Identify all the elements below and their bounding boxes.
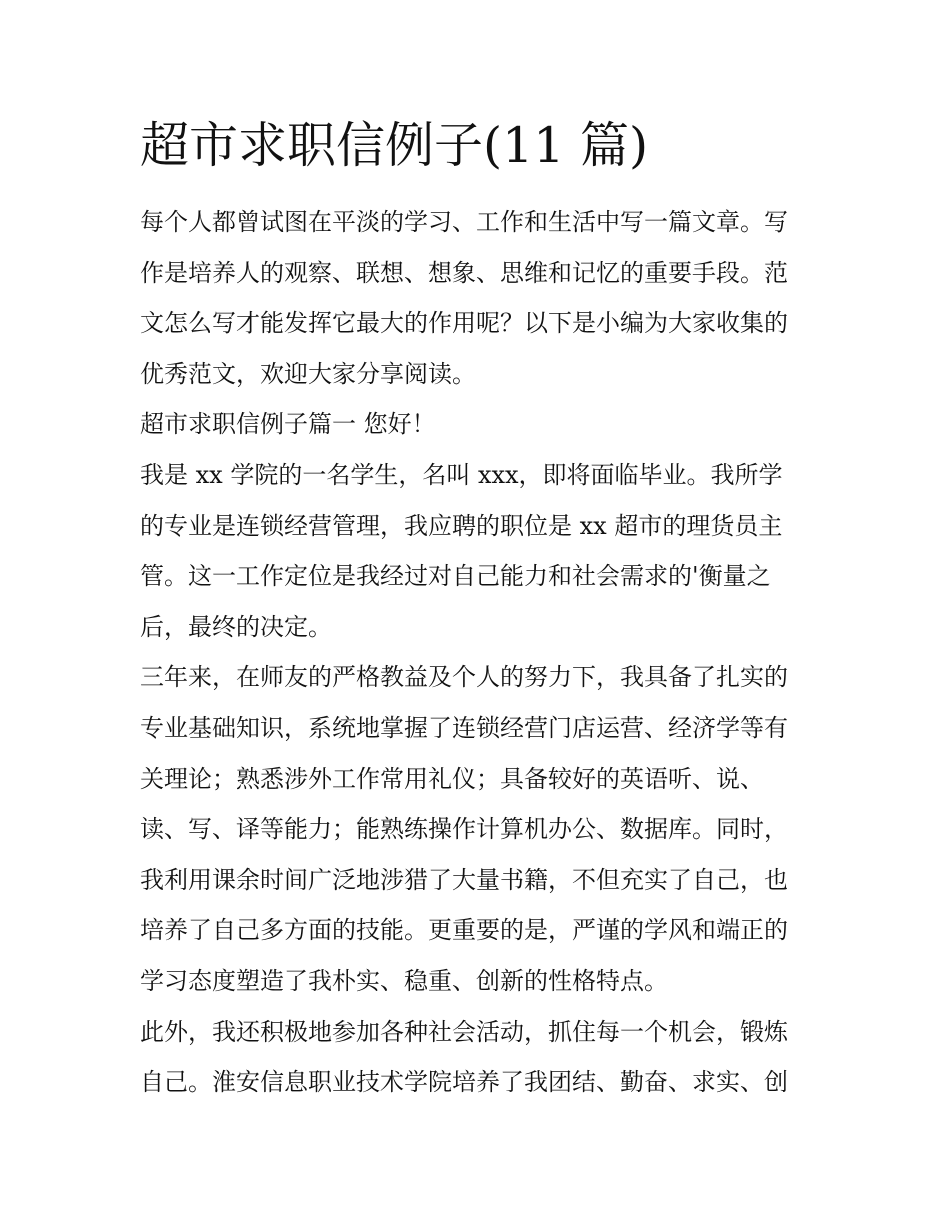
- text-line: 后，最终的决定。: [140, 612, 332, 641]
- text-line: 学习态度塑造了我朴实、稳重、创新的性格特点。: [140, 966, 668, 995]
- text-line: 自己。淮安信息职业技术学院培养了我团结、勤奋、求实、创: [140, 1068, 788, 1097]
- section-heading-line: 超市求职信例子篇一 您好！: [140, 410, 436, 439]
- document-body: [140, 197, 830, 1108]
- paragraph-section-heading: [140, 399, 830, 450]
- text-line: 培养了自己多方面的技能。更重要的是，严谨的学风和端正的: [140, 916, 788, 945]
- paragraph-activities: [140, 1007, 830, 1108]
- text-line: 此外，我还积极地参加各种社会活动，抓住每一个机会，锻炼: [140, 1017, 788, 1046]
- text-line: 关理论；熟悉涉外工作常用礼仪；具备较好的英语听、说、: [140, 764, 764, 793]
- text-line: 读、写、译等能力；能熟练操作计算机办公、数据库。同时，: [140, 815, 788, 844]
- paragraph-intro: [140, 197, 830, 399]
- text-line: 作是培养人的观察、联想、想象、思维和记忆的重要手段。范: [140, 258, 788, 287]
- text-line: 管。这一工作定位是我经过对自己能力和社会需求的'衡量之: [140, 562, 771, 591]
- text-line: 优秀范文，欢迎大家分享阅读。: [140, 359, 476, 388]
- text-line: 的专业是连锁经营管理，我应聘的职位是 xx 超市的理货员主: [140, 511, 783, 540]
- paragraph-introduction-self: [140, 450, 830, 652]
- text-line: 专业基础知识，系统地掌握了连锁经营门店运营、经济学等有: [140, 713, 788, 742]
- text-line: 三年来，在师友的严格教益及个人的努力下，我具备了扎实的: [140, 663, 788, 692]
- text-line: 我是 xx 学院的一名学生，名叫 xxx，即将面临毕业。我所学: [140, 460, 783, 489]
- page-title: 超市求职信例子(11 篇): [140, 117, 649, 174]
- text-line: 文怎么写才能发挥它最大的作用呢？以下是小编为大家收集的: [140, 309, 788, 338]
- paragraph-education: [140, 652, 830, 1006]
- text-line: 我利用课余时间广泛地涉猎了大量书籍，不但充实了自己，也: [140, 865, 788, 894]
- text-line: 每个人都曾试图在平淡的学习、工作和生活中写一篇文章。写: [140, 208, 788, 236]
